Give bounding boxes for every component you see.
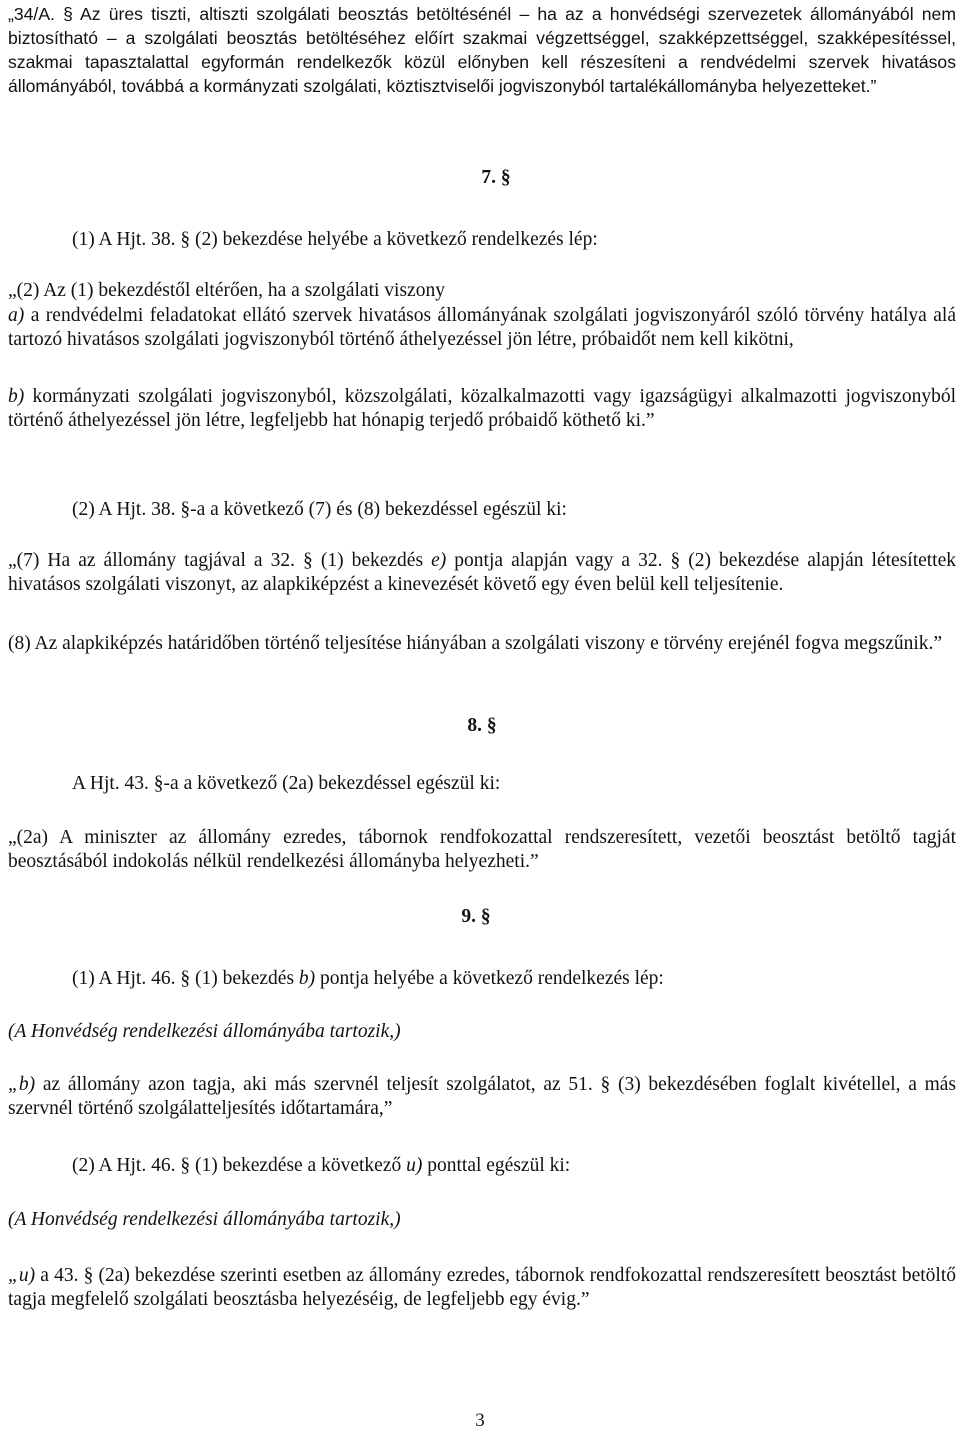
s9-1-start: (1) A Hjt. 46. § (1) bekezdés xyxy=(72,968,299,989)
quote-9-1-text: az állomány azon tagja, aki más szervnél teljesít szolgálatot, az 51. § (3) bekezdésében foglalt kivétellel, a más szervnél történő szolgálatteljesítés időtartamára,” xyxy=(8,1074,956,1119)
quote-7-1-point-b xyxy=(8,385,956,433)
page-number: 3 xyxy=(475,1410,485,1431)
point-a-text: a rendvédelmi feladatokat ellátó szervek hivatásos állományának szolgálati jogviszonyáról szóló törvény hatálya alá tartozó hivatásos szolgálati jogviszonyból történő áthelyezéssel jön létre, próbaidőt nem kell kikötni, xyxy=(8,305,956,350)
section-9-para-2 xyxy=(8,1154,956,1178)
point-label-e: e) xyxy=(431,550,447,571)
quote-7-2-par-7 xyxy=(8,549,956,597)
point-label-a: a) xyxy=(8,305,25,326)
quote-7-2-par-8: (8) Az alapkiképzés határidőben történő teljesítése hiányában a szolgálati viszony e törvény erejénél fogva megszűnik.” xyxy=(8,633,943,654)
par-7-text-start: „(7) Ha az állomány tagjával a 32. § (1) bekezdés xyxy=(8,550,432,571)
quote-7-1-point-a xyxy=(8,304,956,352)
section-9-para-1 xyxy=(8,967,956,991)
quote-9-2 xyxy=(8,1264,956,1312)
point-label-b: b) xyxy=(8,386,25,407)
section-9-context-2: (A Honvédség rendelkezési állományába tartozik,) xyxy=(8,1209,401,1230)
quote-label-b: „b) xyxy=(8,1074,36,1095)
point-label-u-ref: u) xyxy=(406,1155,423,1176)
paragraph-34a: „34/A. § Az üres tiszti, altiszti szolgálati beosztás betöltésénél – ha az a honvédségi szervezetek állományából nem biztosítható – a szolgálati beosztás betöltéséhez előírt szakmai végzettséggel, szakképzettséggel, szakképesítéssel, szakmai tapasztalattal egyformán rendelkezők közül előnyben kell részesíteni a rendvédelmi szervek hivatásos állományából, továbbá a kormányzati szolgálati, köztisztviselői jogviszonyból tartalékállományba helyezetteket.” xyxy=(8,4,956,96)
section-8-text: A Hjt. 43. §-a a következő (2a) bekezdéssel egészül ki: xyxy=(72,773,501,794)
point-label-b-ref: b) xyxy=(298,968,316,989)
quote-9-2-text: a 43. § (2a) bekezdése szerinti esetben az állomány ezredes, tábornok rendfokozattal rendszeresített beosztást betöltő tagja megfelelő szolgálati beosztásba helyezéséig, de legfeljebb egy évig.” xyxy=(8,1265,956,1310)
section-heading-8: 8. § xyxy=(467,715,497,736)
quote-7-1-intro: „(2) Az (1) bekezdéstől eltérően, ha a szolgálati viszony xyxy=(8,280,445,301)
s9-2-start: (2) A Hjt. 46. § (1) bekezdése a következő xyxy=(72,1155,407,1176)
section-7-para-2: (2) A Hjt. 38. §-a a következő (7) és (8) bekezdéssel egészül ki: xyxy=(72,499,567,520)
quote-9-1 xyxy=(8,1073,956,1121)
quote-label-u: „u) xyxy=(8,1265,36,1286)
s9-2-end: ponttal egészül ki: xyxy=(422,1155,571,1176)
section-7-para-1: (1) A Hjt. 38. § (2) bekezdése helyébe a következő rendelkezés lép: xyxy=(72,229,598,250)
quote-8: „(2a) A miniszter az állomány ezredes, tábornok rendfokozattal rendszeresített, vezetői beosztást betöltő tagját beosztásából indokolás nélkül rendelkezési állományba helyezheti.” xyxy=(8,827,956,872)
section-heading-9: 9. § xyxy=(461,906,491,927)
section-heading-7: 7. § xyxy=(481,167,511,188)
s9-1-end: pontja helyébe a következő rendelkezés lép: xyxy=(315,968,664,989)
par-7-text-end: pontja alapján vagy a 32. § (2) bekezdése alapján létesítettek hivatásos szolgálati viszonyt, az alapkiképzést a kinevezését követő egy éven belül kell teljesítenie. xyxy=(8,550,957,595)
point-b-text: kormányzati szolgálati jogviszonyból, közszolgálati, közalkalmazotti vagy igazságügyi alkalmazotti jogviszonyból történő áthelyezéssel jön létre, legfeljebb hat hónapig terjedő próbaidő köthető ki.” xyxy=(8,386,956,431)
section-9-context-1: (A Honvédség rendelkezési állományába tartozik,) xyxy=(8,1021,401,1042)
